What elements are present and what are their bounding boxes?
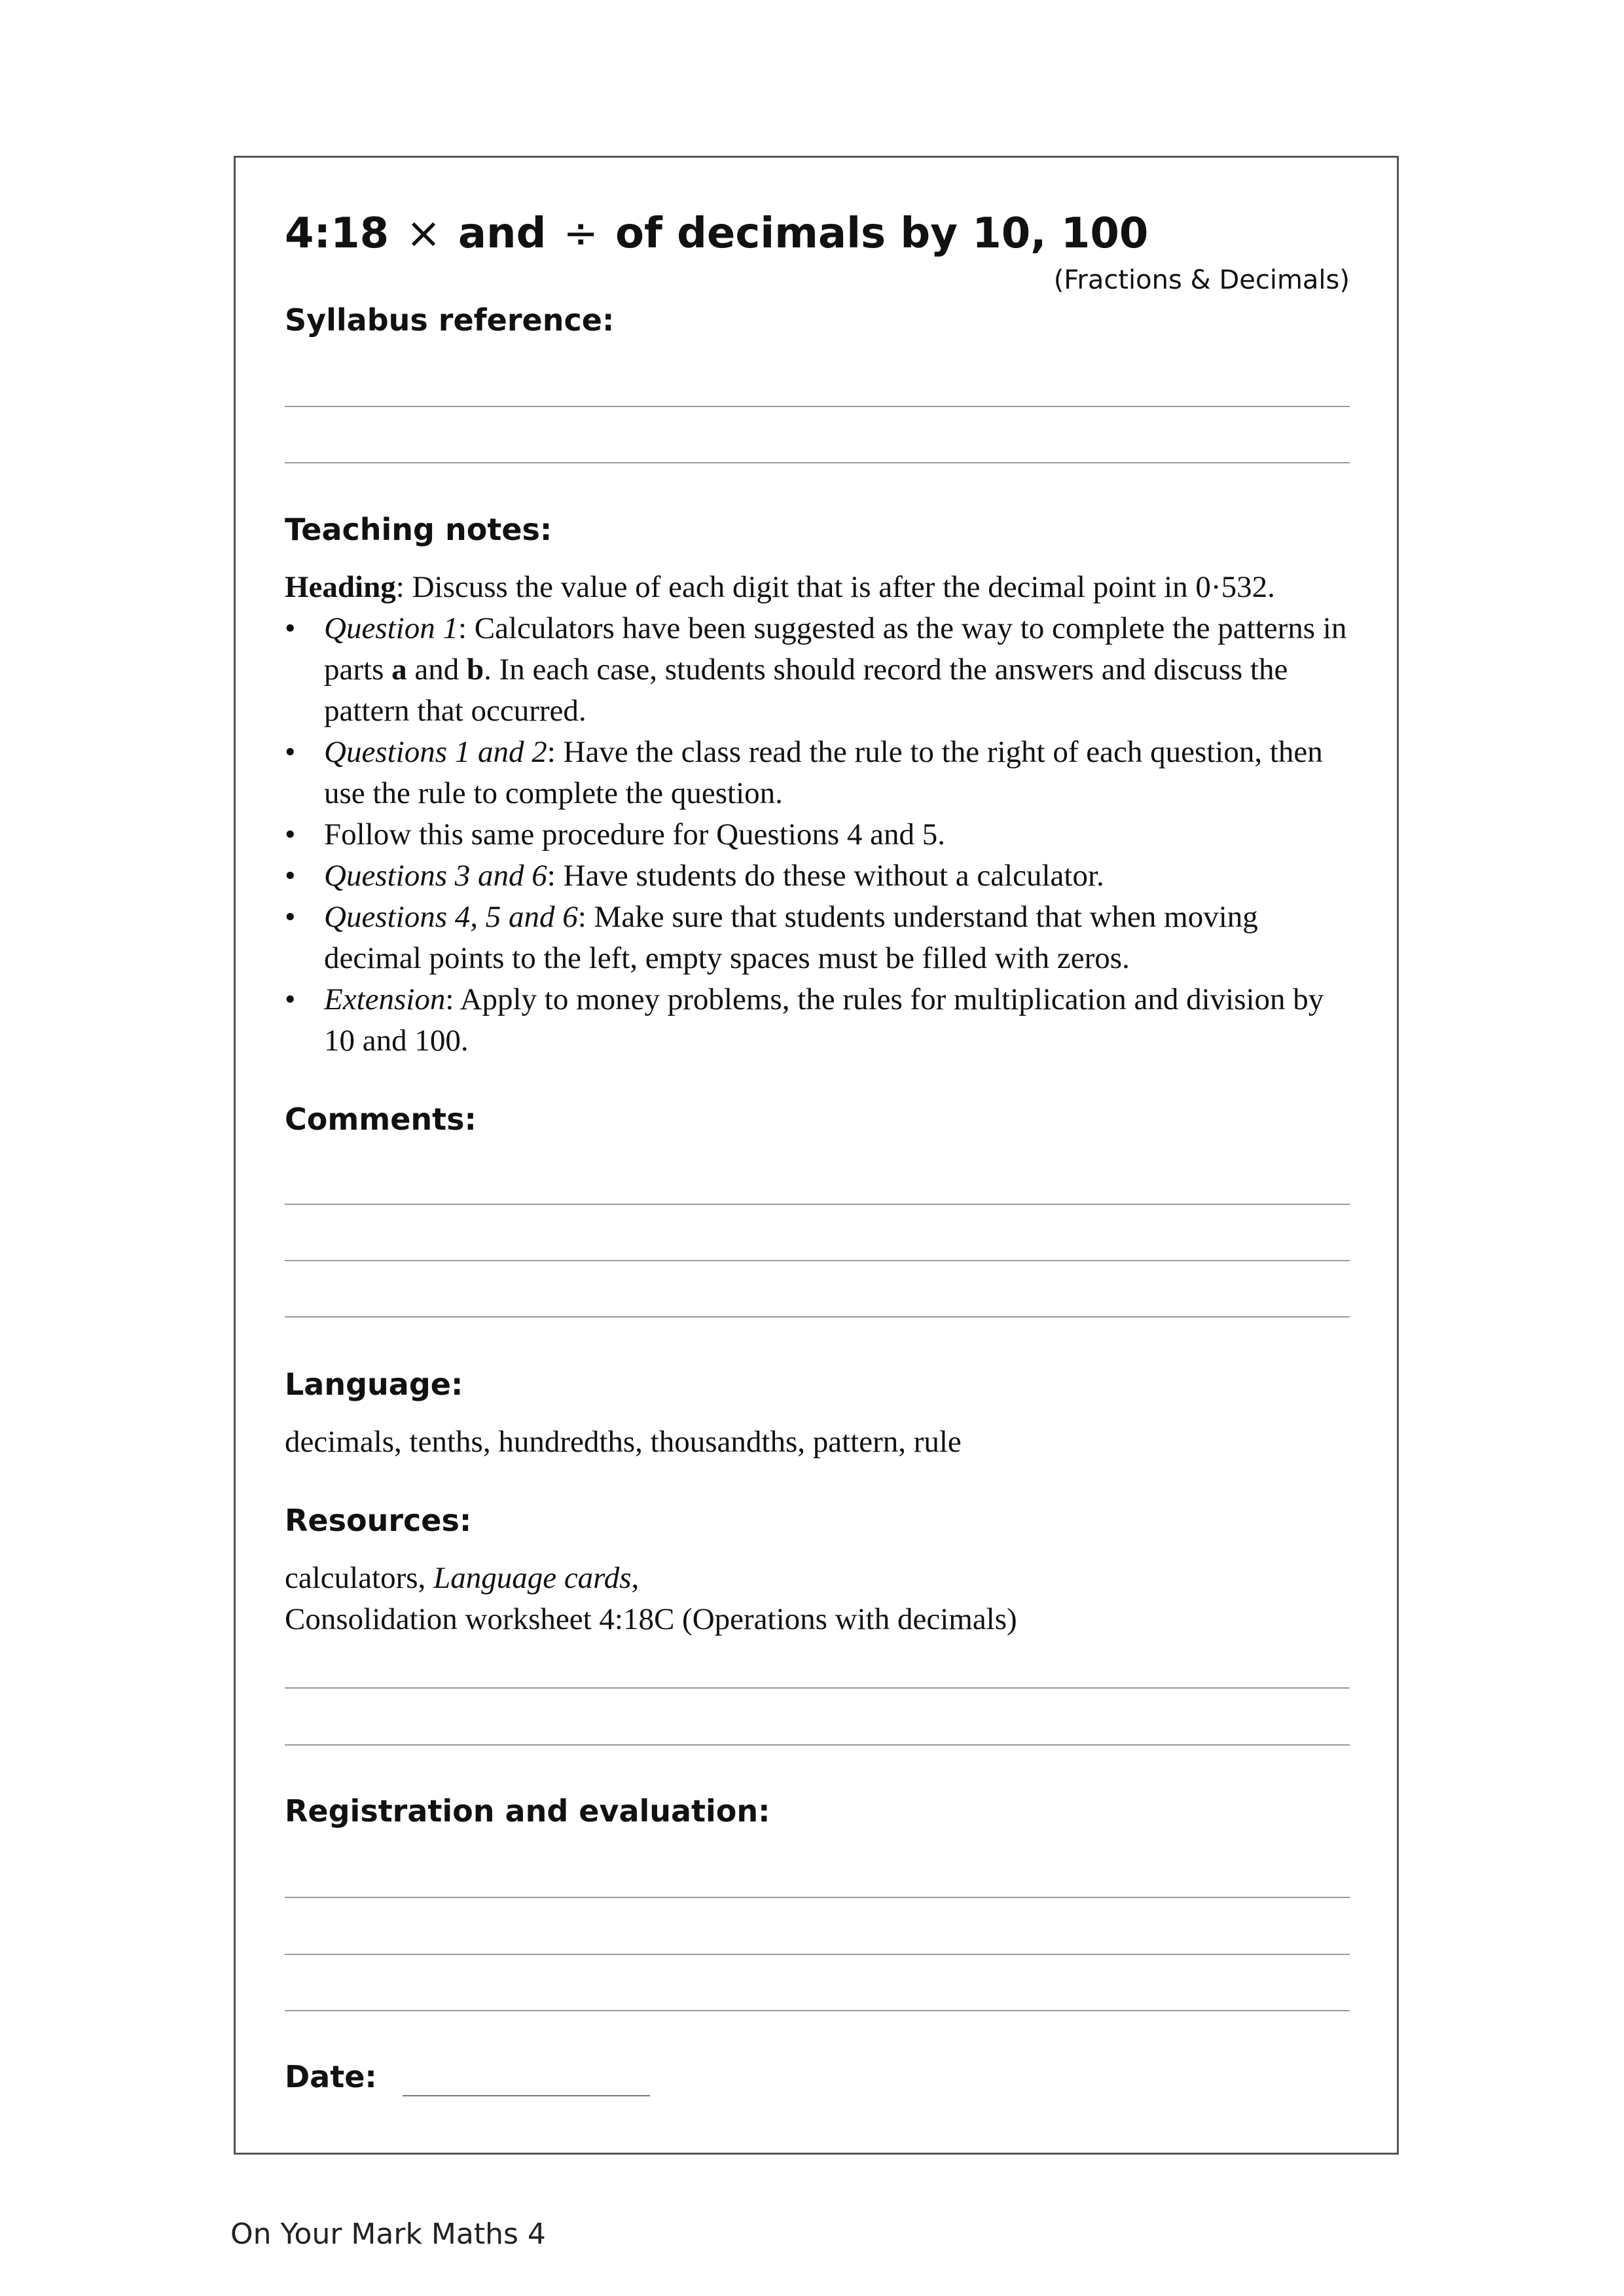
list-item: [285, 732, 1358, 814]
page-title: [285, 209, 1148, 258]
registration-line: [285, 1897, 1350, 1898]
list-item-text: . In each case, students should record the answers and discuss the pattern that occurred.: [324, 653, 1288, 728]
page-footer: On Your Mark Maths 4: [230, 2217, 546, 2251]
list-item-label: Questions 3 and 6: [324, 859, 547, 893]
resource-text: ,: [631, 1561, 640, 1595]
list-item: [285, 814, 1358, 855]
teaching-notes-list: [285, 608, 1358, 1062]
resources-line: [285, 1744, 1350, 1746]
teaching-notes-heading: Teaching notes:: [285, 512, 552, 547]
list-item-text: and: [406, 653, 467, 687]
resources-heading: Resources:: [285, 1503, 472, 1538]
list-item: [285, 979, 1358, 1062]
list-item-text: : Make sure that students understand that when moving decimal points to the left, empty spaces must be filled with zeros.: [324, 900, 1258, 975]
times-symbol: ×: [406, 209, 441, 258]
resources-body: [285, 1558, 1358, 1640]
comments-line: [285, 1316, 1350, 1318]
list-item-text: Follow this same procedure for Questions 4 and 5.: [324, 817, 945, 852]
list-item-text: : Have students do these without a calculator.: [547, 859, 1104, 893]
list-item: [285, 608, 1358, 732]
teaching-notes-body: [285, 567, 1358, 1062]
list-item-label: Questions 1 and 2: [324, 735, 547, 769]
list-item-text: : Calculators have been suggested as the way to complete the patterns in parts: [324, 611, 1347, 687]
list-item: [285, 855, 1358, 897]
registration-line: [285, 2010, 1350, 2011]
heading-note-label: Heading: [285, 570, 396, 604]
title-and: and: [458, 209, 547, 258]
list-item-text: : Have the class read the rule to the right of each question, then use the rule to complete the question.: [324, 735, 1323, 810]
resources-line: [285, 1687, 1350, 1689]
resource-text: calculators,: [285, 1561, 434, 1595]
lesson-code: 4:18: [285, 209, 389, 258]
list-item-label: Question 1: [324, 611, 458, 645]
registration-line: [285, 1954, 1350, 1955]
topic-subtitle: (Fractions & Decimals): [1053, 265, 1350, 295]
list-item-bold: a: [391, 653, 407, 687]
page-frame: [234, 156, 1399, 2155]
list-item-text: : Apply to money problems, the rules for multiplication and division by 10 and 100.: [324, 982, 1324, 1058]
divide-symbol: ÷: [563, 209, 598, 258]
heading-note-text: : Discuss the value of each digit that is after the decimal point in 0·532.: [395, 570, 1275, 604]
syllabus-line: [285, 406, 1350, 407]
resources-line-1: [285, 1558, 1358, 1599]
resource-language-cards: Language cards: [433, 1561, 632, 1595]
list-item-bold: b: [467, 653, 484, 687]
registration-heading: Registration and evaluation:: [285, 1793, 770, 1829]
syllabus-heading: Syllabus reference:: [285, 302, 615, 338]
title-rest: of decimals by 10, 100: [615, 209, 1149, 258]
syllabus-line: [285, 462, 1350, 463]
list-item-label: Extension: [324, 982, 446, 1016]
resources-line-2: Consolidation worksheet 4:18C (Operations with decimals): [285, 1602, 1017, 1636]
heading-note: [285, 567, 1358, 608]
language-heading: Language:: [285, 1367, 463, 1402]
date-label: Date:: [285, 2059, 377, 2094]
list-item: [285, 897, 1358, 979]
list-item-label: Questions 4, 5 and 6: [324, 900, 578, 934]
date-line: [403, 2095, 650, 2096]
comments-heading: Comments:: [285, 1102, 477, 1137]
comments-line: [285, 1260, 1350, 1261]
comments-line: [285, 1204, 1350, 1205]
language-text: decimals, tenths, hundredths, thousandths, pattern, rule: [285, 1425, 962, 1459]
